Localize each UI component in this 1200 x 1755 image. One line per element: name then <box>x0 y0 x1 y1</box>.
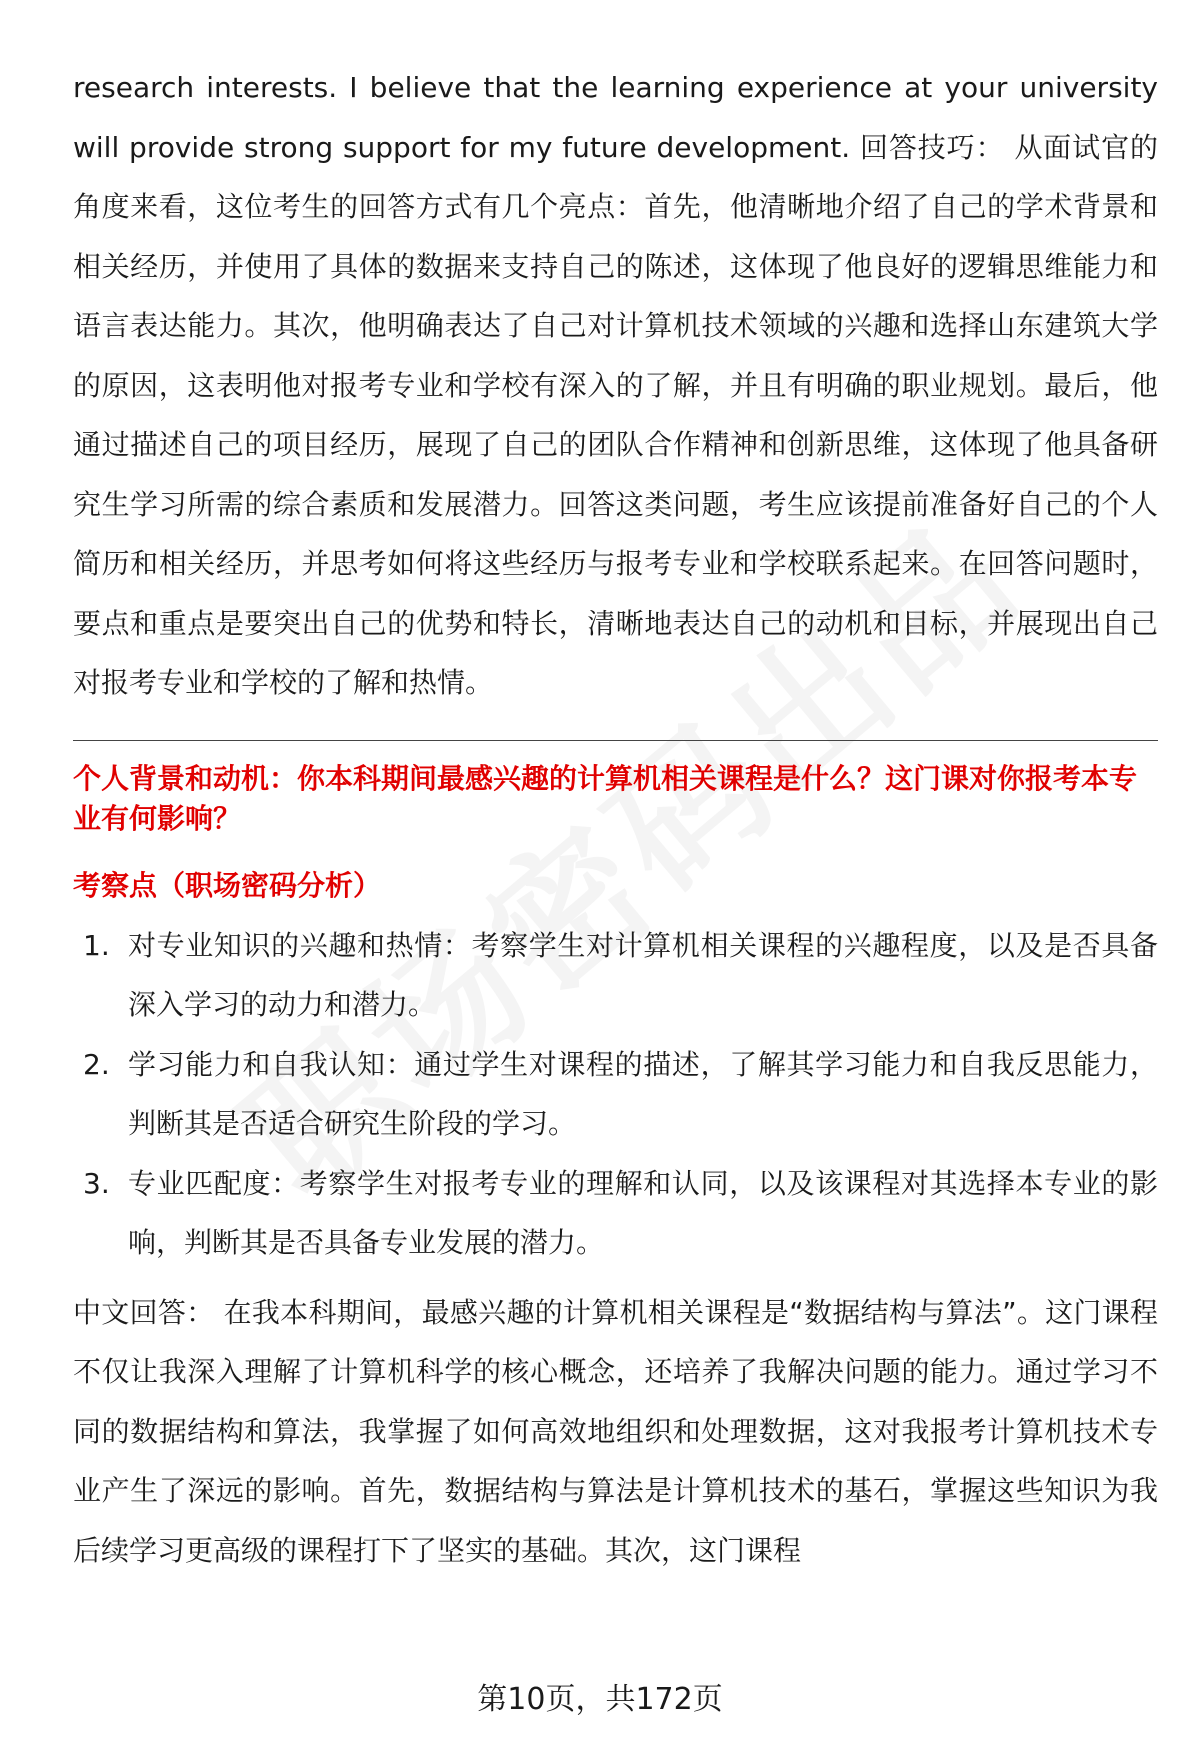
intro-paragraph: research interests. I believe that the learning experience at your university will provide strong support for my future development. 回答技巧： 从面试官的角度来看，这位考生的回答方式有几个亮点：首先，他清晰地介绍了自己的学术背景和相关经历，并使用了具体的数据来支持自己的陈述，这体现了他良好的逻辑思维能力和语言表达能力。其次，他明确表达了自己对计算机技术领域的兴趣和选择山东建筑大学的原因，这表明他对报考专业和学校有深入的了解，并且有明确的职业规划。最后，他通过描述自己的项目经历，展现了自己的团队合作精神和创新思维，这体现了他具备研究生学习所需的综合素质和发展潜力。回答这类问题，考生应该提前准备好自己的个人简历和相关经历，并思考如何将这些经历与报考专业和学校联系起来。在回答问题时，要点和重点是要突出自己的优势和特长，清晰地表达自己的动机和目标，并展现出自己对报考专业和学校的了解和热情。 <box>73 71 1158 699</box>
page-content <box>73 58 1158 1580</box>
answer-paragraph: 中文回答： 在我本科期间，最感兴趣的计算机相关课程是“数据结构与算法”。这门课程不仅让我深入理解了计算机科学的核心概念，还培养了我解决问题的能力。通过学习不同的数据结构和算法，我掌握了如何高效地组织和处理数据，这对我报考计算机技术专业产生了深远的影响。首先，数据结构与算法是计算机技术的基石，掌握这些知识为我后续学习更高级的课程打下了坚实的基础。其次，这门课程 <box>73 1295 1158 1567</box>
list-item <box>73 1035 1158 1154</box>
list-item-text: 对专业知识的兴趣和热情：考察学生对计算机相关课程的兴趣程度，以及是否具备深入学习的动力和潜力。 <box>128 928 1158 1021</box>
list-number: 2. <box>83 1047 110 1081</box>
section-heading: 考察点（职场密码分析） <box>73 868 382 902</box>
page-footer: 第10页，共172页 <box>477 1682 723 1717</box>
list-item-text: 专业匹配度：考察学生对报考专业的理解和认同，以及该课程对其选择本专业的影响，判断其是否具备专业发展的潜力。 <box>128 1166 1158 1259</box>
section-divider <box>73 740 1158 741</box>
list-item-text: 学习能力和自我认知：通过学生对课程的描述，了解其学习能力和自我反思能力，判断其是否适合研究生阶段的学习。 <box>128 1047 1158 1140</box>
list-item <box>73 916 1158 1035</box>
question-title: 个人背景和动机：你本科期间最感兴趣的计算机相关课程是什么？这门课对你报考本专业有何影响？ <box>73 761 1138 835</box>
assessment-points-list <box>73 916 1158 1273</box>
list-item <box>73 1154 1158 1273</box>
list-number: 1. <box>83 928 110 962</box>
list-number: 3. <box>83 1166 110 1200</box>
